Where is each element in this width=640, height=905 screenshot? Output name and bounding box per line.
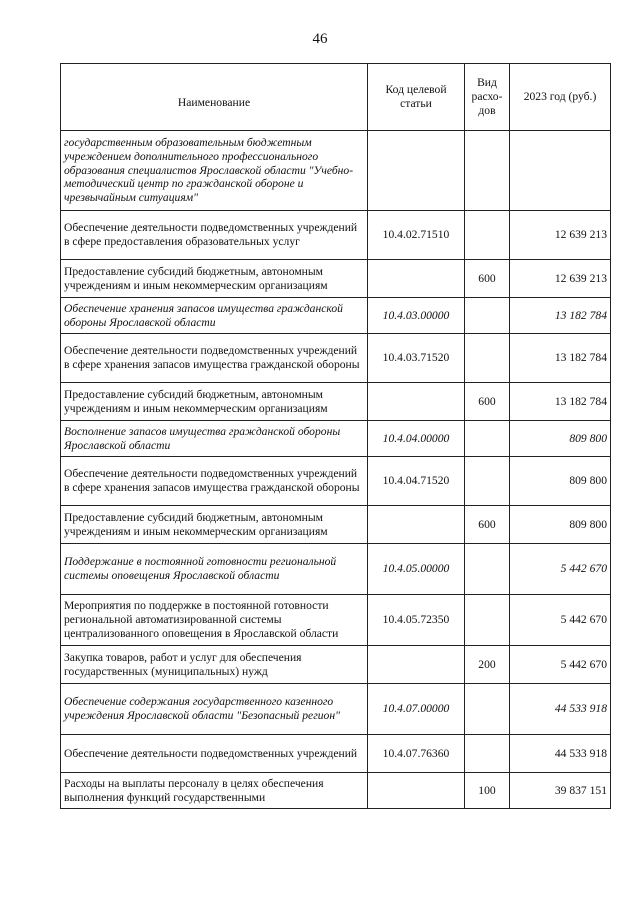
row-code: 10.4.03.00000 xyxy=(368,298,465,334)
table-row xyxy=(61,383,611,421)
table-row xyxy=(61,735,611,773)
row-code: 10.4.03.71520 xyxy=(368,334,465,383)
row-expense-type xyxy=(465,131,510,211)
row-code xyxy=(368,383,465,421)
row-name: Предоставление субсидий бюджетным, автономным учреждениям и иным некоммерческим организациям xyxy=(61,383,368,421)
table-row xyxy=(61,334,611,383)
row-expense-type: 100 xyxy=(465,773,510,809)
row-amount: 809 800 xyxy=(510,506,611,544)
row-expense-type: 600 xyxy=(465,506,510,544)
table-row xyxy=(61,684,611,735)
row-code: 10.4.07.76360 xyxy=(368,735,465,773)
row-amount: 13 182 784 xyxy=(510,298,611,334)
table-row xyxy=(61,506,611,544)
row-expense-type: 200 xyxy=(465,646,510,684)
row-name: Обеспечение деятельности подведомственных учреждений xyxy=(61,735,368,773)
row-code: 10.4.07.00000 xyxy=(368,684,465,735)
row-expense-type xyxy=(465,334,510,383)
row-code xyxy=(368,773,465,809)
row-code: 10.4.02.71510 xyxy=(368,211,465,260)
row-amount xyxy=(510,131,611,211)
table-row xyxy=(61,595,611,646)
row-name: Предоставление субсидий бюджетным, автономным учреждениям и иным некоммерческим организациям xyxy=(61,506,368,544)
header-code: Код целевой статьи xyxy=(368,64,465,131)
table-row xyxy=(61,211,611,260)
row-code xyxy=(368,260,465,298)
row-name: Обеспечение деятельности подведомственных учреждений в сфере хранения запасов имущества гражданской обороны xyxy=(61,457,368,506)
table-header-row xyxy=(61,64,611,131)
row-code xyxy=(368,646,465,684)
table-body xyxy=(61,131,611,809)
row-amount: 44 533 918 xyxy=(510,735,611,773)
row-amount: 44 533 918 xyxy=(510,684,611,735)
row-code: 10.4.05.00000 xyxy=(368,544,465,595)
row-code: 10.4.05.72350 xyxy=(368,595,465,646)
row-expense-type xyxy=(465,595,510,646)
row-code: 10.4.04.71520 xyxy=(368,457,465,506)
row-name: Обеспечение хранения запасов имущества гражданской обороны Ярославской области xyxy=(61,298,368,334)
row-code xyxy=(368,506,465,544)
row-code: 10.4.04.00000 xyxy=(368,421,465,457)
header-name: Наименование xyxy=(61,64,368,131)
header-amount: 2023 год (руб.) xyxy=(510,64,611,131)
row-amount: 13 182 784 xyxy=(510,383,611,421)
row-expense-type xyxy=(465,298,510,334)
row-expense-type xyxy=(465,421,510,457)
row-expense-type xyxy=(465,457,510,506)
row-name: Мероприятия по поддержке в постоянной готовности региональной автоматизированной системы централизованного оповещения в Ярославской области xyxy=(61,595,368,646)
budget-table xyxy=(60,63,611,809)
row-name: государственным образовательным бюджетным учреждением дополнительного профессионального образования специалистов Ярославской области "Учебно-методический центр по гражданской обороне и чрезвычайным ситуациям" xyxy=(61,131,368,211)
row-name: Расходы на выплаты персоналу в целях обеспечения выполнения функций государственными xyxy=(61,773,368,809)
table-row xyxy=(61,131,611,211)
row-amount: 12 639 213 xyxy=(510,211,611,260)
row-name: Обеспечение деятельности подведомственных учреждений в сфере хранения запасов имущества гражданской обороны xyxy=(61,334,368,383)
row-amount: 5 442 670 xyxy=(510,646,611,684)
row-amount: 809 800 xyxy=(510,421,611,457)
table-row xyxy=(61,646,611,684)
row-name: Обеспечение деятельности подведомственных учреждений в сфере предоставления образовательных услуг xyxy=(61,211,368,260)
row-name: Поддержание в постоянной готовности региональной системы оповещения Ярославской области xyxy=(61,544,368,595)
header-type: Вид расхо-дов xyxy=(465,64,510,131)
row-expense-type xyxy=(465,735,510,773)
row-expense-type xyxy=(465,211,510,260)
row-amount: 39 837 151 xyxy=(510,773,611,809)
row-name: Обеспечение содержания государственного казенного учреждения Ярославской области "Безопасный регион" xyxy=(61,684,368,735)
table-row xyxy=(61,457,611,506)
row-name: Закупка товаров, работ и услуг для обеспечения государственных (муниципальных) нужд xyxy=(61,646,368,684)
row-code xyxy=(368,131,465,211)
page-number: 46 xyxy=(312,31,328,47)
row-name: Восполнение запасов имущества гражданской обороны Ярославской области xyxy=(61,421,368,457)
row-amount: 5 442 670 xyxy=(510,595,611,646)
row-expense-type: 600 xyxy=(465,383,510,421)
row-expense-type: 600 xyxy=(465,260,510,298)
row-expense-type xyxy=(465,544,510,595)
row-amount: 5 442 670 xyxy=(510,544,611,595)
table-row xyxy=(61,260,611,298)
table-row xyxy=(61,544,611,595)
row-amount: 12 639 213 xyxy=(510,260,611,298)
table-row xyxy=(61,421,611,457)
row-amount: 13 182 784 xyxy=(510,334,611,383)
row-expense-type xyxy=(465,684,510,735)
table-row xyxy=(61,298,611,334)
table-row xyxy=(61,773,611,809)
row-name: Предоставление субсидий бюджетным, автономным учреждениям и иным некоммерческим организациям xyxy=(61,260,368,298)
row-amount: 809 800 xyxy=(510,457,611,506)
